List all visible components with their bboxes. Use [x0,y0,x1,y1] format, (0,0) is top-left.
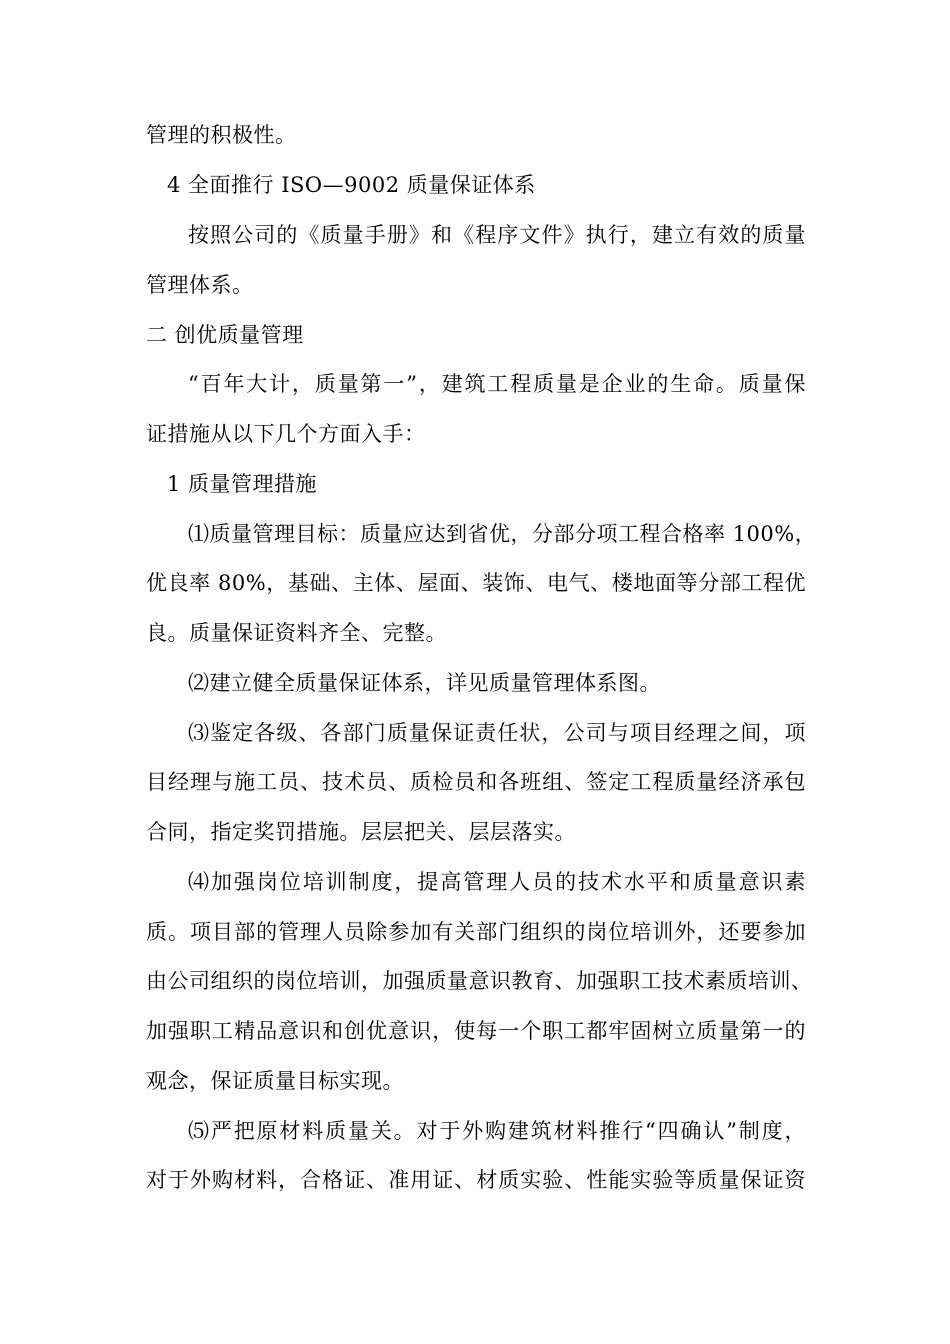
paragraph-line: 由公司组织的岗位培训，加强质量意识教育、加强职工技术素质培训、 [146,969,813,993]
paragraph-line: ⑶鉴定各级、各部门质量保证责任状，公司与项目经理之间，项 [188,721,806,745]
paragraph-line: 管理的积极性。 [146,123,297,147]
chapter-heading: 二 创优质量管理 [146,323,304,347]
paragraph-line: 管理体系。 [146,273,254,297]
paragraph-line: 按照公司的《质量手册》和《程序文件》执行，建立有效的质量 [188,223,806,247]
paragraph-line: 加强职工精品意识和创优意识，使每一个职工都牢固树立质量第一的 [146,1019,806,1043]
paragraph-line: 良。质量保证资料齐全、完整。 [146,621,447,645]
paragraph-line: ⑸严把原材料质量关。对于外购建筑材料推行“四确认”制度， [188,1119,806,1143]
paragraph-line: ⑷加强岗位培训制度，提高管理人员的技术水平和质量意识素 [188,870,806,894]
paragraph-line: 观念，保证质量目标实现。 [146,1069,404,1093]
paragraph-line: 证措施从以下几个方面入手： [146,422,426,446]
paragraph-line: 质。项目部的管理人员除参加有关部门组织的岗位培训外，还要参加 [146,920,806,944]
paragraph-line: ⑵建立健全质量保证体系，详见质量管理体系图。 [188,671,661,695]
section-heading: 1 质量管理措施 [167,472,318,496]
paragraph-line: 目经理与施工员、技术员、质检员和各班组、签定工程质量经济承包 [146,770,806,794]
paragraph-line: 对于外购材料，合格证、准用证、材质实验、性能实验等质量保证资 [146,1168,806,1192]
paragraph-line: 优良率 80%，基础、主体、屋面、装饰、电气、楼地面等分部工程优 [146,571,806,595]
paragraph-line: ⑴质量管理目标：质量应达到省优，分部分项工程合格率 100%， [188,522,817,546]
paragraph-line: “百年大计，质量第一”，建筑工程质量是企业的生命。质量保 [188,372,806,396]
section-heading: 4 全面推行 ISO—9002 质量保证体系 [167,173,536,197]
paragraph-line: 合同，指定奖罚措施。层层把关、层层落实。 [146,820,576,844]
